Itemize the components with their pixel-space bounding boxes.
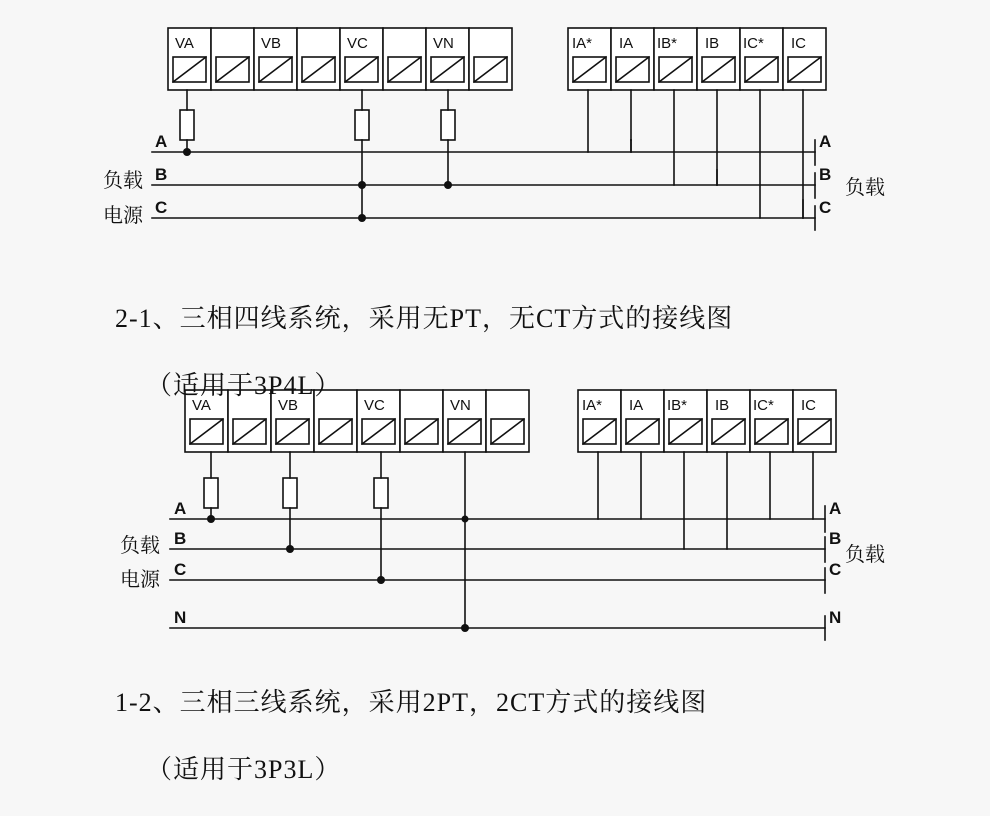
- d1-left-phase-c: C: [155, 198, 168, 217]
- d2-right-phase-n: N: [829, 608, 842, 627]
- d2-terminal-ia: IA: [629, 397, 644, 414]
- diagram-2-caption-line1: 1-2、三相三线系统，采用2PT，2CT方式的接线图: [115, 688, 708, 717]
- d1-right-phase-b: B: [819, 165, 832, 184]
- d1-right-phase-c: C: [819, 198, 832, 217]
- d1-left-source-text: 电源: [103, 205, 143, 227]
- d2-terminal-ia-star: IA*: [582, 397, 603, 414]
- d2-terminal-ic-star: IC*: [753, 397, 774, 414]
- d1-terminal-vn: VN: [433, 35, 454, 52]
- d2-left-source-text: 电源: [120, 569, 160, 591]
- d1-terminal-va: VA: [175, 35, 194, 52]
- d1-voltage-terminal-block: [168, 28, 512, 90]
- diagram-2-caption: [100, 652, 707, 816]
- d2-right-load-text: 负载: [845, 544, 885, 566]
- d1-right-phase-a: A: [819, 132, 832, 151]
- d2-left-phase-a: A: [174, 499, 187, 518]
- d2-left-phase-n: N: [174, 608, 187, 627]
- d2-right-phase-b: B: [829, 529, 842, 548]
- d1-left-load-text: 负载: [103, 170, 143, 192]
- d2-terminal-vb: VB: [278, 397, 299, 414]
- d2-left-phase-c: C: [174, 560, 187, 579]
- diagram-1-caption: [100, 268, 733, 432]
- d2-terminal-vn: VN: [450, 397, 471, 414]
- d1-terminal-ib: IB: [705, 35, 720, 52]
- d2-terminal-ib-star: IB*: [667, 397, 688, 414]
- d2-right-phase-a: A: [829, 499, 842, 518]
- diagram-1-caption-line2: （适用于3P4L）: [146, 371, 342, 400]
- d1-terminal-ia-star: IA*: [572, 35, 593, 52]
- d2-left-load-text: 负载: [120, 535, 160, 557]
- diagram-1-caption-line1: 2-1、三相四线系统，采用无PT，无CT方式的接线图: [115, 304, 734, 333]
- d1-terminal-vc: VC: [347, 35, 368, 52]
- d2-terminal-va: VA: [192, 397, 211, 414]
- d1-left-phase-b: B: [155, 165, 168, 184]
- d1-terminal-ic-star: IC*: [743, 35, 764, 52]
- d1-terminal-ia: IA: [619, 35, 634, 52]
- d1-terminal-ib-star: IB*: [657, 35, 678, 52]
- d1-right-load-text: 负载: [845, 177, 885, 199]
- d2-right-phase-c: C: [829, 560, 842, 579]
- d1-terminal-vb: VB: [261, 35, 282, 52]
- d2-terminal-vc: VC: [364, 397, 385, 414]
- d1-terminal-ic: IC: [791, 35, 806, 52]
- d1-left-phase-a: A: [155, 132, 168, 151]
- d2-terminal-ic: IC: [801, 397, 816, 414]
- d2-terminal-ib: IB: [715, 397, 730, 414]
- d1-current-terminal-block: [568, 28, 826, 90]
- d2-left-phase-b: B: [174, 529, 187, 548]
- diagram-2-caption-line2: （适用于3P3L）: [146, 755, 342, 784]
